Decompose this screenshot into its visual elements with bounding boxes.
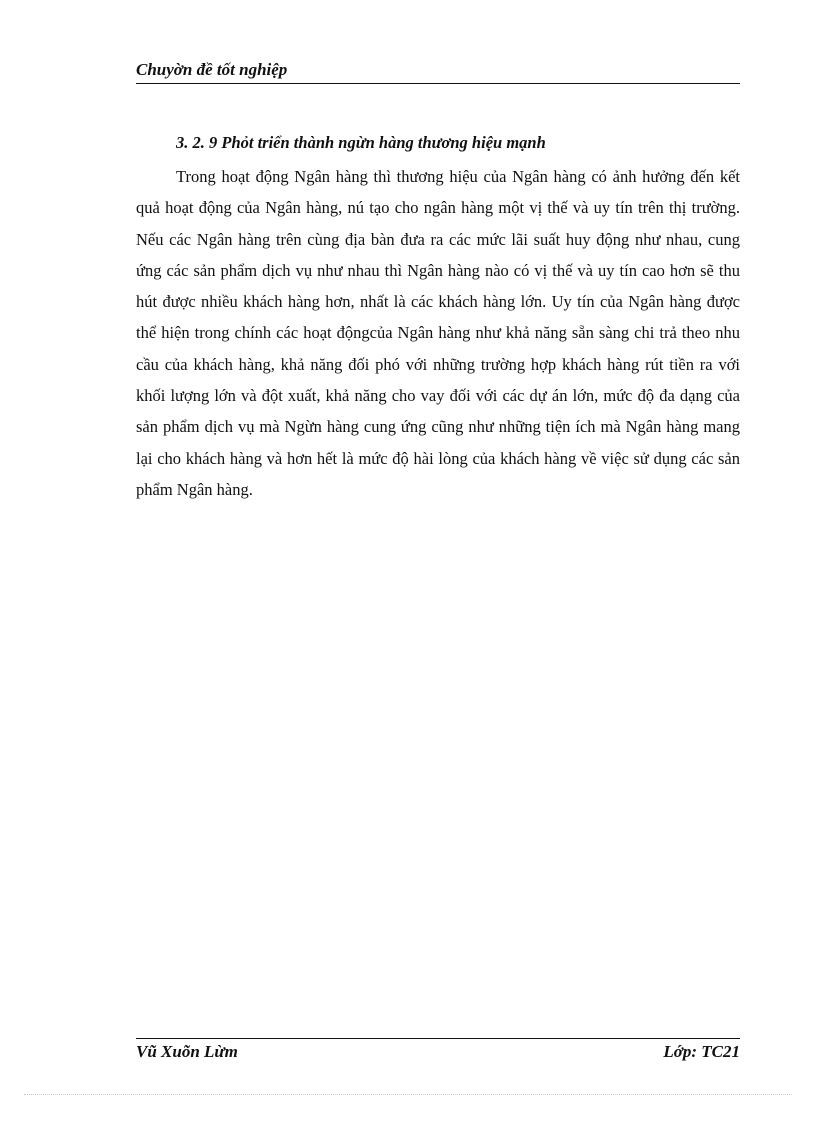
header-divider	[136, 83, 740, 84]
body-paragraph: Trong hoạt động Ngân hàng thì thương hiệu của Ngân hàng có ảnh hưởng đến kết quả hoạt động của Ngân hàng, nú tạo cho ngân hàng một vị thế và uy tín trên thị trường. Nếu các Ngân hàng trên cùng địa bàn đưa ra các mức lãi suất huy động như nhau, cung ứng các sản phẩm dịch vụ như nhau thì Ngân hàng nào có vị thế và uy tín cao hơn sẽ thu hút được nhiều khách hàng hơn, nhất là các khách hàng lớn. Uy tín của Ngân hàng được thể hiện trong chính các hoạt độngcủa Ngân hàng như khả năng sẵn sàng chi trả theo nhu cầu của khách hàng, khả năng đối phó với những trường hợp khách hàng rút tiền ra với khối lượng lớn và đột xuất, khả năng cho vay đối với các dự án lớn, mức độ đa dạng của sản phẩm dịch vụ mà Ngừn hàng cung ứng cũng như những tiện ích mà Ngân hàng mang lại cho khách hàng và hơn hết là mức độ hài lòng của khách hàng về việc sử dụng các sản phẩm Ngân hàng.	[136, 167, 740, 499]
page-header-title: Chuyờn đề tốt nghiệp	[136, 60, 288, 79]
footer-divider	[136, 1038, 740, 1039]
footer-author: Vũ Xuõn Lừm	[136, 1042, 238, 1061]
footer-class-label: Lớp: TC21	[663, 1042, 740, 1061]
page-bottom-edge	[24, 1094, 792, 1095]
section-heading: 3. 2. 9 Phỏt triển thành ngừn hàng thương hiệu mạnh	[176, 133, 546, 152]
